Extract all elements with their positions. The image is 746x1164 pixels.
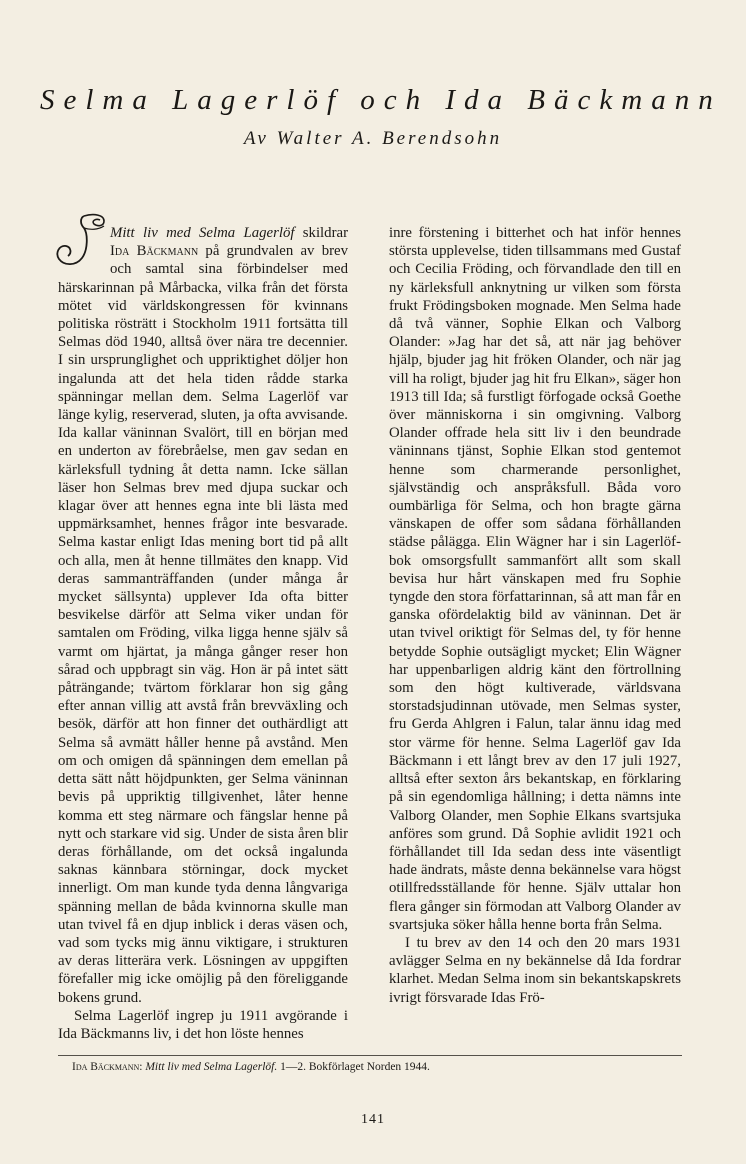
footnote-divider [58,1055,682,1056]
column-right [389,224,681,1007]
lead-connector: skildrar [294,225,348,241]
left-paragraph-1-text: på grundvalen av brev och samtal sina förbindelser med härskarinnan på Mårbacka, vilka från det första mötet vid världskongressen för kvinnans politiska rösträtt i Stockholm 1911 fortsätta till Selmas död 1940, alltså över nära tre decennier. I sin ursprunglighet och uppriktighet döljer hon ingalunda att det hela tiden rådde starka spänningar mellan dem. Selma Lagerlöf var länge kylig, reserverad, sluten, ja ofta avvisande. Ida kallar väninnan Svalört, till en början med en underton av förebråelse, men gav sedan en kärleksfull tydning åt detta namn. Icke sällan läser hon Selmas brev med djupa suckar och klagar över att hennes egna inte bli lästa med uppmärksamhet, hennes frågor inte besvarade. Selma kastar enligt Idas mening bort tid på allt och alla, men åt henne tillmätes den knapp. Vid deras sammanträffanden (under många år mycket sällsynta) upplever Ida ofta bitter besvikelse därför att Selma viker undan för samtalen om Fröding, vilka ligga henne själv så varmt om hjärtat, ja många gånger reser hon sårad och uppbragt sin väg. Hon är på intet sätt påträngande; tvärtom förklarar hon sig gång efter annan villig att avstå från brevväxling och besök, därför att hon finner det outhärdligt att Selma så avmätt håller henne på avstånd. Men om och omigen då spänningen dem emellan på detta sätt nått höjdpunkten, ger Selma väninnan bevis på uppriktig tillgivenhet, låter henne komma ett steg närmare och fängslar henne på nytt och starkare vid sig. Under de sista åren blir deras förhållande, om det också ingalunda saknas kännbara störningar, dock mycket innerligt. Om man kunde tyda denna långvariga spänning mellan de båda kvinnorna skulle man utan tvivel få en djup inblick i deras väsen och, vad som tycks mig ännu viktigare, i strukturen av deras litterära verk. Lösningen av uppgiften förefaller mig icke omöjlig på den föreliggande bokens grund. [58,243,348,1006]
article-byline: Av Walter A. Berendsohn [243,128,503,149]
right-paragraph-2: I tu brev av den 14 och den 20 mars 1931 avlägger Selma en ny bekännelse då Ida fordrar klarhet. Medan Selma inom sin bekantskapskrets ivrigt försvarade Idas Frö- [389,934,681,1006]
footnote-book: Mitt liv med Selma Lagerlöf. [145,1061,278,1073]
article-title: Selma Lagerlöf och Ida Bäckmann [40,84,722,116]
dropcap-letter [54,212,108,264]
book-title-italic: Mitt liv med Selma Lagerlöf [110,225,295,241]
right-paragraph-1: inre förstening i bitterhet och hat inför hennes största upplevelse, tiden tillsammans med Gustaf och Cecilia Fröding, och förvandlade den till en ny kärleksfull anknytning ur vilken som första frukt Frödingsboken mognade. Men Selma hade då två vänner, Sophie Elkan och Valborg Olander: »Jag har det så, att när jag behöver hjälp, bjuder jag hit fröken Olander, och när jag vill ha roligt, bjuder jag hit fru Elkan», säger hon 1913 till Ida; så furstligt förfogade också Goethe över människorna i sin omgivning. Valborg Olander offrade hela sitt liv i den beundrade väninnans tjänst, Sophie Elkan stod gentemot henne som charmerande personlighet, självständig och anspråksfull. Båda voro oumbärliga för Selma, och hon bragte gärna vänskapen de offer som sådana förhållanden städse pålägga. Elin Wägner har i sin Lagerlöf-bok omsorgsfullt sammanfört allt som skall bevisa hur hårt vänskapen med fru Sophie tyngde den stora författarinnan, så att man får en ganska ofördelaktig bild av väninnan. Det är utan tvivel oriktigt för Selmas del, ty för henne betydde Sophie outsägligt mycket; Elin Wägner har uppenbarligen aldrig känt den förtrollning som den högt kultiverade, världsvana storstadsjudinnan utövade, men Selmas syster, fru Gerda Ahlgren i Falun, talar ännu idag med stor värme för henne. Selma Lagerlöf gav Ida Bäckmann i ett långt brev av den 17 juli 1927, alltså efter sexton års bekantskap, en förklaring på sin egendomliga hållning; i detta nämns inte Valborg Olander, men Sophie Elkans svartsjuka anföres som grund. Då Sophie avlidit 1921 och förhållandet till Ida sedan dess inte väsentligt hade ändrats, måste denna bekännelse vara högst otillfredsställande för henne. Själv uttalar hon flera gånger sin förmodan att Valborg Olander av svartsjuka söker hålla henne borta från Selma. [389,225,681,933]
footnote-author: Ida Bäckmann: [72,1061,143,1073]
footnote [72,1060,672,1075]
column-left [58,224,348,1043]
left-paragraph-2: Selma Lagerlöf ingrep ju 1911 avgörande i Ida Bäckmanns liv, i det hon löste hennes [58,1007,348,1042]
ornamental-initial-i-icon [54,212,108,272]
left-paragraph-1 [58,224,348,1007]
lead-author: Ida Bäckmann [110,243,199,260]
footnote-rest: 1—2. Bokförlaget Norden 1944. [277,1061,430,1073]
page-number: 141 [361,1112,385,1127]
